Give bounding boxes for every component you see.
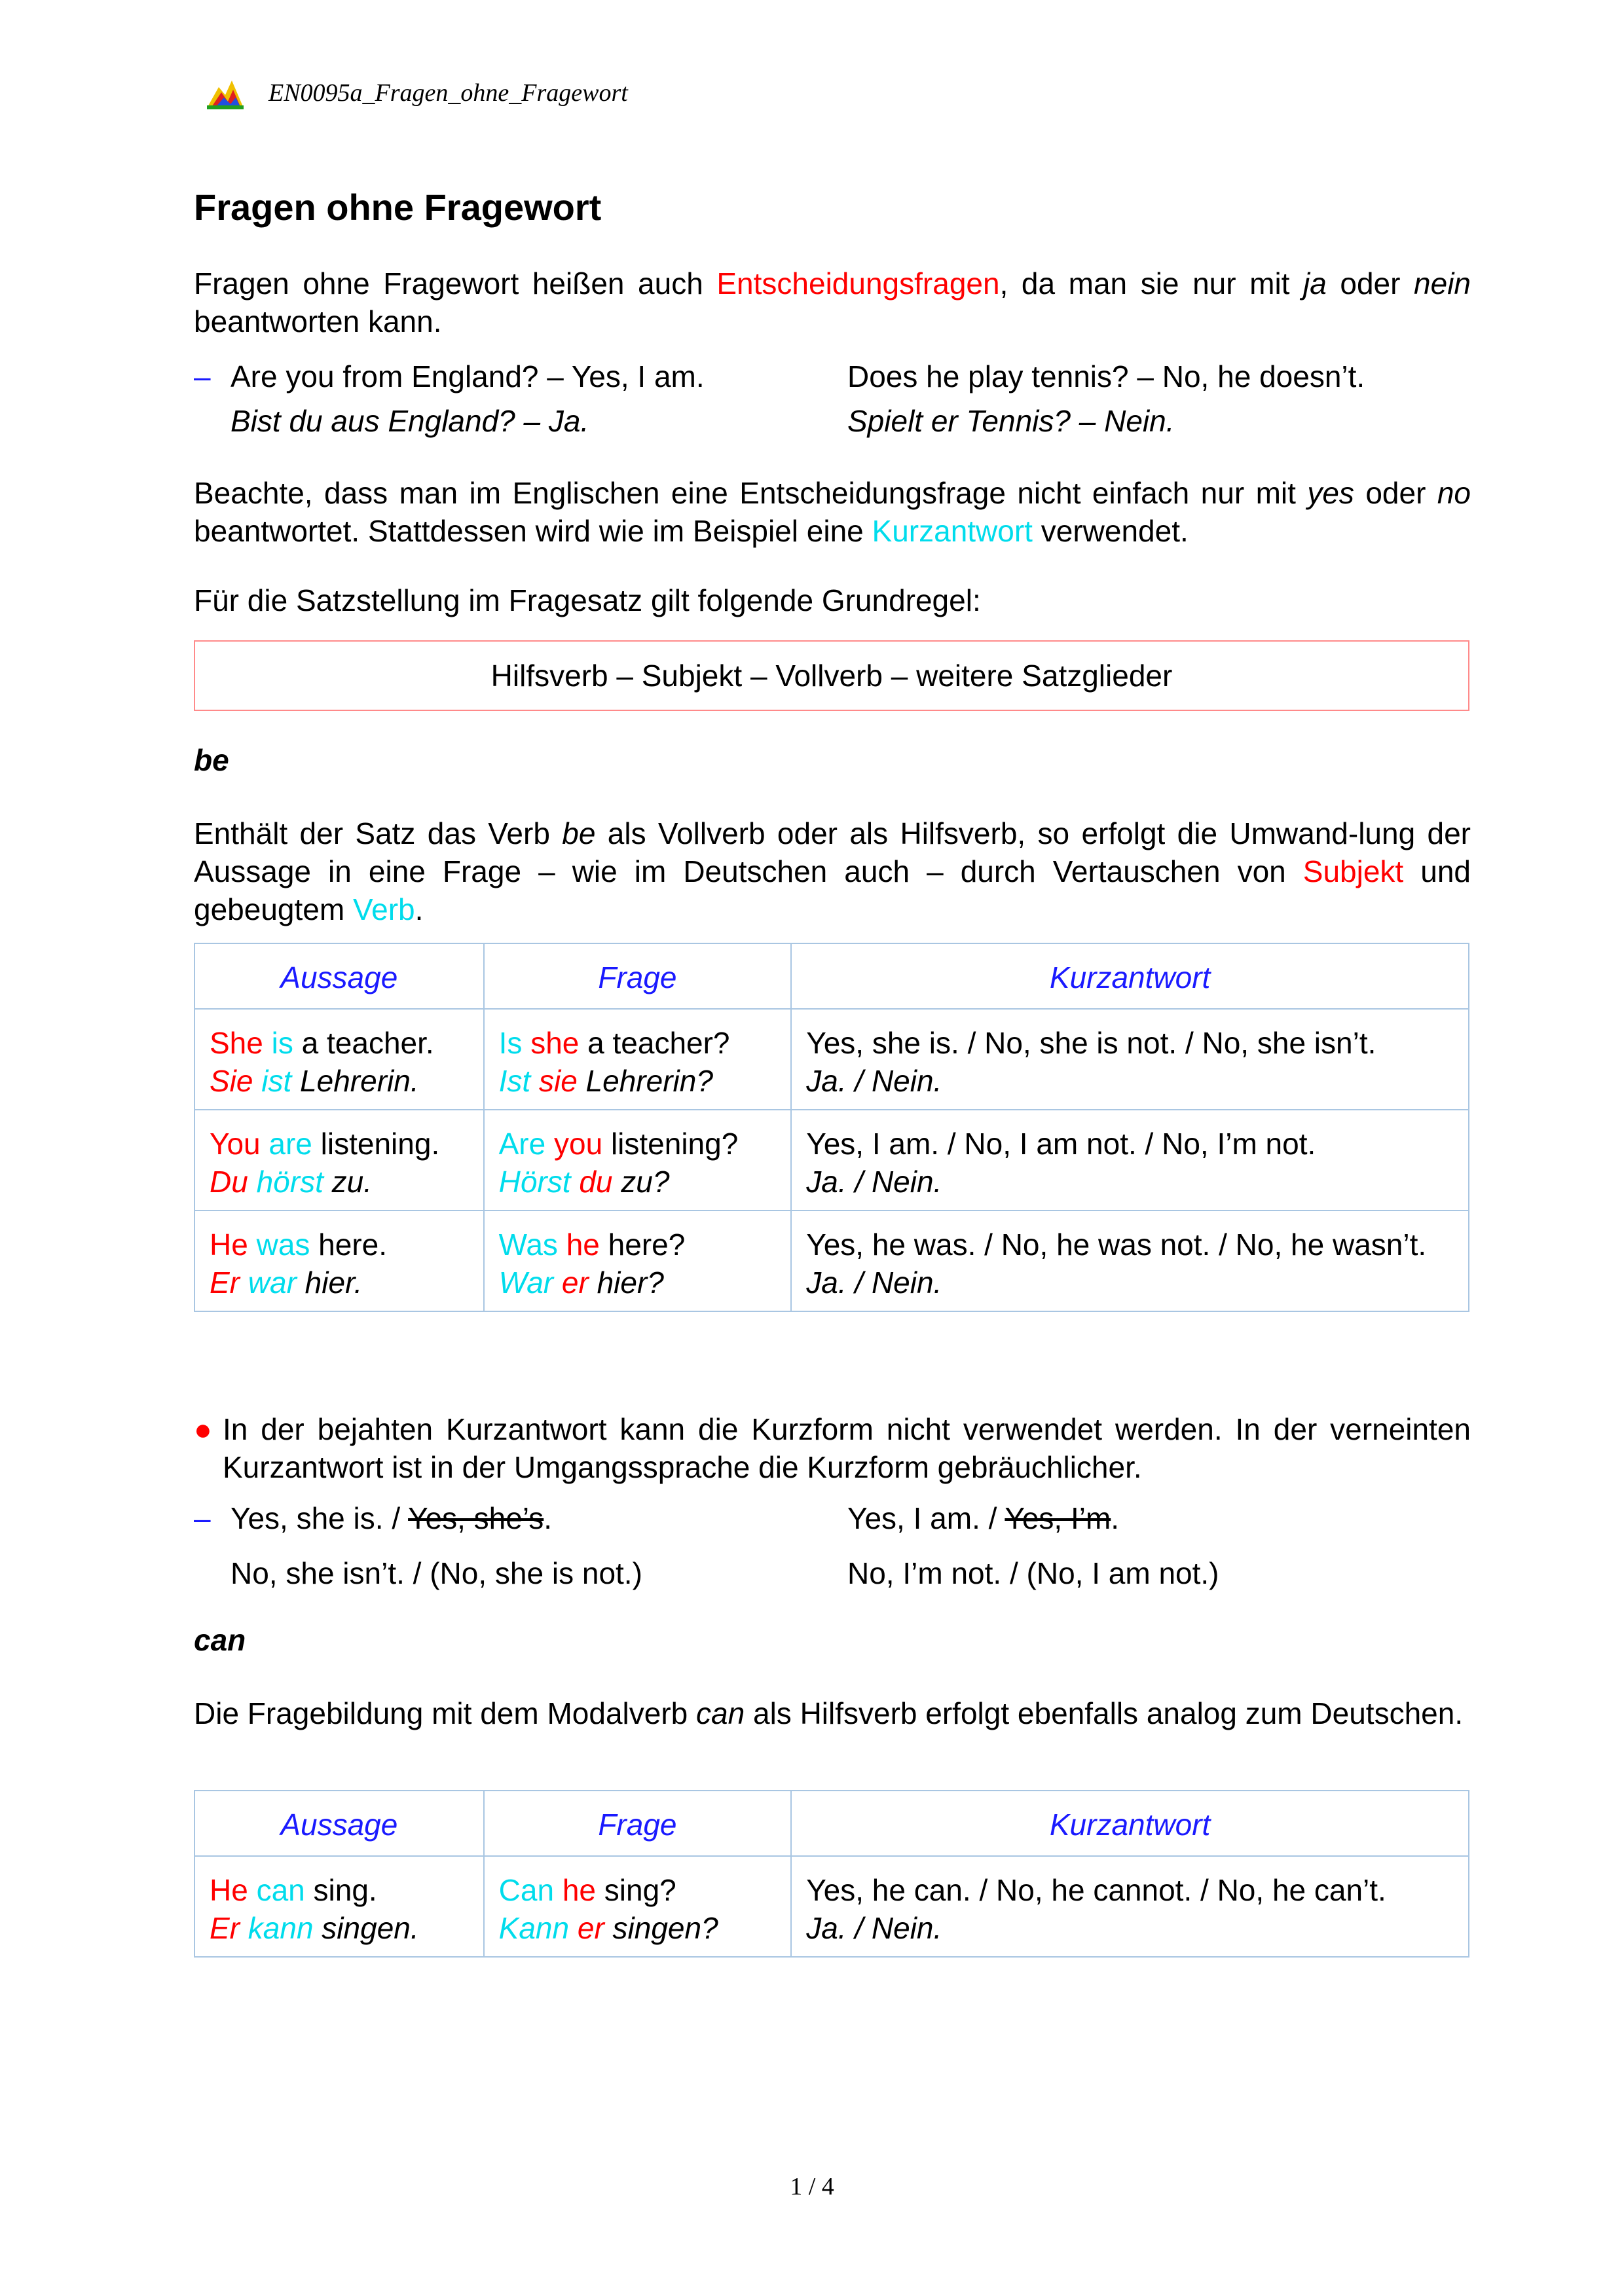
example2-right-1	[847, 1499, 1119, 1537]
be-term: be	[562, 816, 596, 850]
bullet-text: In der bejahten Kurzantwort kann die Kurzform nicht verwendet werden. In der verneinten Kurzantwort ist in der Umgangssprache die Kurzform gebräuchlicher.	[223, 1412, 1471, 1484]
intro-ja: ja	[1303, 266, 1327, 301]
german-line: Ja. / Nein.	[806, 1911, 942, 1945]
rule-text: Hilfsverb – Subjekt – Vollverb – weitere Satzglieder	[490, 659, 1173, 693]
note-no: no	[1437, 476, 1471, 510]
table-row	[194, 1009, 1469, 1110]
intro-text-4: beantworten kann.	[194, 304, 442, 338]
bullet-marker: ●	[194, 1412, 212, 1446]
text-segment: was	[256, 1228, 310, 1262]
text-segment	[240, 1266, 248, 1300]
text-segment: is	[271, 1026, 293, 1060]
german-line	[499, 1062, 777, 1100]
cell-frage	[484, 1856, 792, 1957]
be-table	[194, 943, 1469, 1312]
page-header	[204, 73, 628, 113]
text-segment	[248, 1228, 257, 1262]
german-line	[499, 1163, 777, 1201]
intro-nein: nein	[1414, 266, 1471, 301]
note-text-3: beantwortet. Stattdessen wird wie im Beispiel eine	[194, 514, 872, 548]
example1-right-de: Spielt er Tennis? – Nein.	[847, 404, 1175, 438]
text-segment: Er	[210, 1266, 240, 1300]
text-segment: She	[210, 1026, 263, 1060]
cell-kurzantwort	[791, 1211, 1469, 1311]
table-header-row	[194, 1791, 1469, 1856]
intro-text-2: , da man sie nur mit	[999, 266, 1304, 301]
text-segment	[253, 1064, 261, 1098]
can-term: can	[696, 1696, 745, 1730]
english-line	[210, 1871, 469, 1909]
be-subjekt: Subjekt	[1302, 854, 1404, 888]
example2-dash: –	[194, 1501, 211, 1535]
rule-intro: Für die Satzstellung im Fragesatz gilt folgende Grundregel:	[194, 583, 981, 617]
can-table	[194, 1790, 1469, 1958]
text-segment: Was	[498, 1228, 558, 1262]
text-segment: er	[577, 1911, 604, 1945]
text-segment: zu.	[323, 1165, 373, 1199]
header-kurzantwort: Kurzantwort	[791, 943, 1469, 1009]
text-segment: Is	[498, 1026, 523, 1060]
text-segment	[571, 1165, 580, 1199]
text-segment: here?	[599, 1228, 686, 1262]
intro-term: Entscheidungsfragen	[716, 266, 1000, 301]
text-segment: hier.	[296, 1266, 363, 1300]
example1-right-en: Does he play tennis? – No, he doesn’t.	[847, 359, 1365, 393]
german-line: Ja. / Nein.	[806, 1165, 942, 1199]
text-segment	[545, 1127, 554, 1161]
text-segment: kann	[248, 1911, 314, 1945]
text-segment	[261, 1127, 269, 1161]
english-line	[210, 1125, 469, 1163]
english-line	[499, 1871, 777, 1909]
be-verb: Verb	[352, 892, 415, 926]
text-segment: singen?	[604, 1911, 718, 1945]
cell-frage	[484, 1009, 792, 1110]
text-segment: a teacher.	[293, 1026, 434, 1060]
text-segment: Ist	[498, 1064, 531, 1098]
example2-left-1-strike: Yes, she’s	[408, 1501, 544, 1535]
text-segment	[553, 1266, 562, 1300]
cell-frage	[484, 1211, 792, 1311]
text-segment: Lehrerin?	[577, 1064, 713, 1098]
cell-kurzantwort	[791, 1110, 1469, 1211]
example2-right-2: No, I’m not. / (No, I am not.)	[847, 1556, 1219, 1590]
text-segment: here.	[310, 1228, 388, 1262]
text-segment: he	[562, 1873, 596, 1907]
example2-left-2: No, she isn’t. / (No, she is not.)	[231, 1556, 642, 1590]
cell-aussage	[194, 1856, 484, 1957]
intro-paragraph	[194, 264, 1471, 340]
english-line	[499, 1024, 777, 1062]
example1-left-en: Are you from England? – Yes, I am.	[231, 359, 705, 393]
text-segment	[554, 1873, 563, 1907]
table-header-row	[194, 943, 1469, 1009]
english-line	[499, 1125, 777, 1163]
text-segment	[558, 1228, 566, 1262]
header-frage: Frage	[484, 943, 792, 1009]
text-segment: du	[579, 1165, 613, 1199]
cell-kurzantwort	[791, 1856, 1469, 1957]
header-title: EN0095a_Fragen_ohne_Fragewort	[268, 79, 628, 107]
text-segment: er	[561, 1266, 589, 1300]
note-paragraph	[194, 474, 1471, 550]
intro-text-3: oder	[1326, 266, 1414, 301]
page-title: Fragen ohne Fragewort	[194, 187, 602, 228]
section-be-heading: be	[194, 743, 229, 777]
header-aussage: Aussage	[194, 1791, 484, 1856]
header-frage: Frage	[484, 1791, 792, 1856]
note-term: Kurzantwort	[872, 514, 1033, 548]
be-text-4: .	[415, 892, 424, 926]
text-segment: hörst	[256, 1165, 323, 1199]
german-line	[210, 1909, 469, 1947]
text-segment: war	[248, 1266, 297, 1300]
example1-left-de: Bist du aus England? – Ja.	[231, 404, 589, 438]
text-segment: listening?	[602, 1127, 739, 1161]
text-segment: Du	[210, 1165, 248, 1199]
note-text-1: Beachte, dass man im Englischen eine Entscheidungsfrage nicht einfach nur mit	[194, 476, 1308, 510]
german-line	[210, 1062, 469, 1100]
be-text-2: als Vollverb oder als Hilfsverb, so erfolgt die Umwand-lung der Aussage in eine Frage – wie im Deutschen auch – durch Vertauschen von	[194, 816, 1471, 888]
header-kurzantwort: Kurzantwort	[791, 1791, 1469, 1856]
text-segment: He	[210, 1228, 248, 1262]
german-line	[499, 1909, 777, 1947]
text-segment: Kann	[498, 1911, 570, 1945]
german-line: Ja. / Nein.	[806, 1266, 942, 1300]
cell-kurzantwort	[791, 1009, 1469, 1110]
example2-right-1-b: .	[1111, 1501, 1120, 1535]
page-number: 1 / 4	[790, 2173, 834, 2200]
text-segment	[522, 1026, 530, 1060]
text-segment: can	[256, 1873, 305, 1907]
text-segment	[248, 1165, 257, 1199]
text-segment: sing.	[304, 1873, 377, 1907]
text-segment: are	[268, 1127, 312, 1161]
text-segment: Er	[210, 1911, 240, 1945]
section-can-heading: can	[194, 1623, 246, 1657]
table-row	[194, 1211, 1469, 1311]
note-text-4: verwendet.	[1032, 514, 1189, 548]
text-segment: he	[566, 1228, 600, 1262]
english-line: Yes, he was. / No, he was not. / No, he wasn’t.	[806, 1228, 1427, 1262]
example1-dash: –	[194, 359, 211, 393]
english-line	[499, 1226, 777, 1264]
header-aussage: Aussage	[194, 943, 484, 1009]
cell-frage	[484, 1110, 792, 1211]
text-segment: ist	[261, 1064, 292, 1098]
german-line	[499, 1264, 777, 1302]
cell-aussage	[194, 1211, 484, 1311]
table-row	[194, 1110, 1469, 1211]
example2-right-1-strike: Yes, I’m	[1005, 1501, 1111, 1535]
mountain-logo-icon	[204, 75, 246, 111]
german-line: Ja. / Nein.	[806, 1064, 942, 1098]
text-segment	[530, 1064, 539, 1098]
table-row	[194, 1856, 1469, 1957]
text-segment: hier?	[588, 1266, 664, 1300]
text-segment: zu?	[612, 1165, 670, 1199]
text-segment: sing?	[595, 1873, 676, 1907]
note-yes: yes	[1307, 476, 1354, 510]
cell-aussage	[194, 1009, 484, 1110]
rule-box	[194, 640, 1469, 711]
german-line	[210, 1163, 469, 1201]
example2-left-1-b: .	[544, 1501, 553, 1535]
section-can-paragraph	[194, 1694, 1471, 1732]
english-line	[210, 1024, 469, 1062]
note-text-2: oder	[1354, 476, 1437, 510]
text-segment: she	[530, 1026, 580, 1060]
text-segment: listening.	[312, 1127, 440, 1161]
english-line: Yes, she is. / No, she is not. / No, she isn’t.	[806, 1026, 1376, 1060]
be-text-3: und gebeugtem	[194, 854, 1471, 926]
text-segment	[263, 1026, 272, 1060]
text-segment: Can	[498, 1873, 555, 1907]
english-line: Yes, he can. / No, he cannot. / No, he can’t.	[806, 1873, 1386, 1907]
section-be-paragraph	[194, 814, 1471, 928]
be-text-1: Enthält der Satz das Verb	[194, 816, 563, 850]
text-segment: Sie	[210, 1064, 253, 1098]
english-line	[210, 1226, 469, 1264]
english-line: Yes, I am. / No, I am not. / No, I’m not.	[806, 1127, 1316, 1161]
intro-text-1: Fragen ohne Fragewort heißen auch	[194, 266, 717, 301]
example2-left-1	[231, 1499, 552, 1537]
text-segment: sie	[538, 1064, 578, 1098]
text-segment: Lehrerin.	[291, 1064, 419, 1098]
text-segment: You	[210, 1127, 261, 1161]
text-segment: Are	[498, 1127, 546, 1161]
text-segment: He	[210, 1873, 248, 1907]
text-segment	[248, 1873, 257, 1907]
text-segment: Hörst	[498, 1165, 571, 1199]
text-segment: War	[498, 1266, 554, 1300]
german-line	[210, 1264, 469, 1302]
text-segment: singen.	[313, 1911, 419, 1945]
example2-left-1-a: Yes, she is. /	[231, 1501, 409, 1535]
text-segment	[569, 1911, 578, 1945]
text-segment	[240, 1911, 248, 1945]
cell-aussage	[194, 1110, 484, 1211]
text-segment: a teacher?	[579, 1026, 730, 1060]
can-text-1: Die Fragebildung mit dem Modalverb	[194, 1696, 697, 1730]
text-segment: you	[554, 1127, 603, 1161]
can-text-2: als Hilfsverb erfolgt ebenfalls analog zum Deutschen.	[745, 1696, 1464, 1730]
example2-right-1-a: Yes, I am. /	[847, 1501, 1005, 1535]
